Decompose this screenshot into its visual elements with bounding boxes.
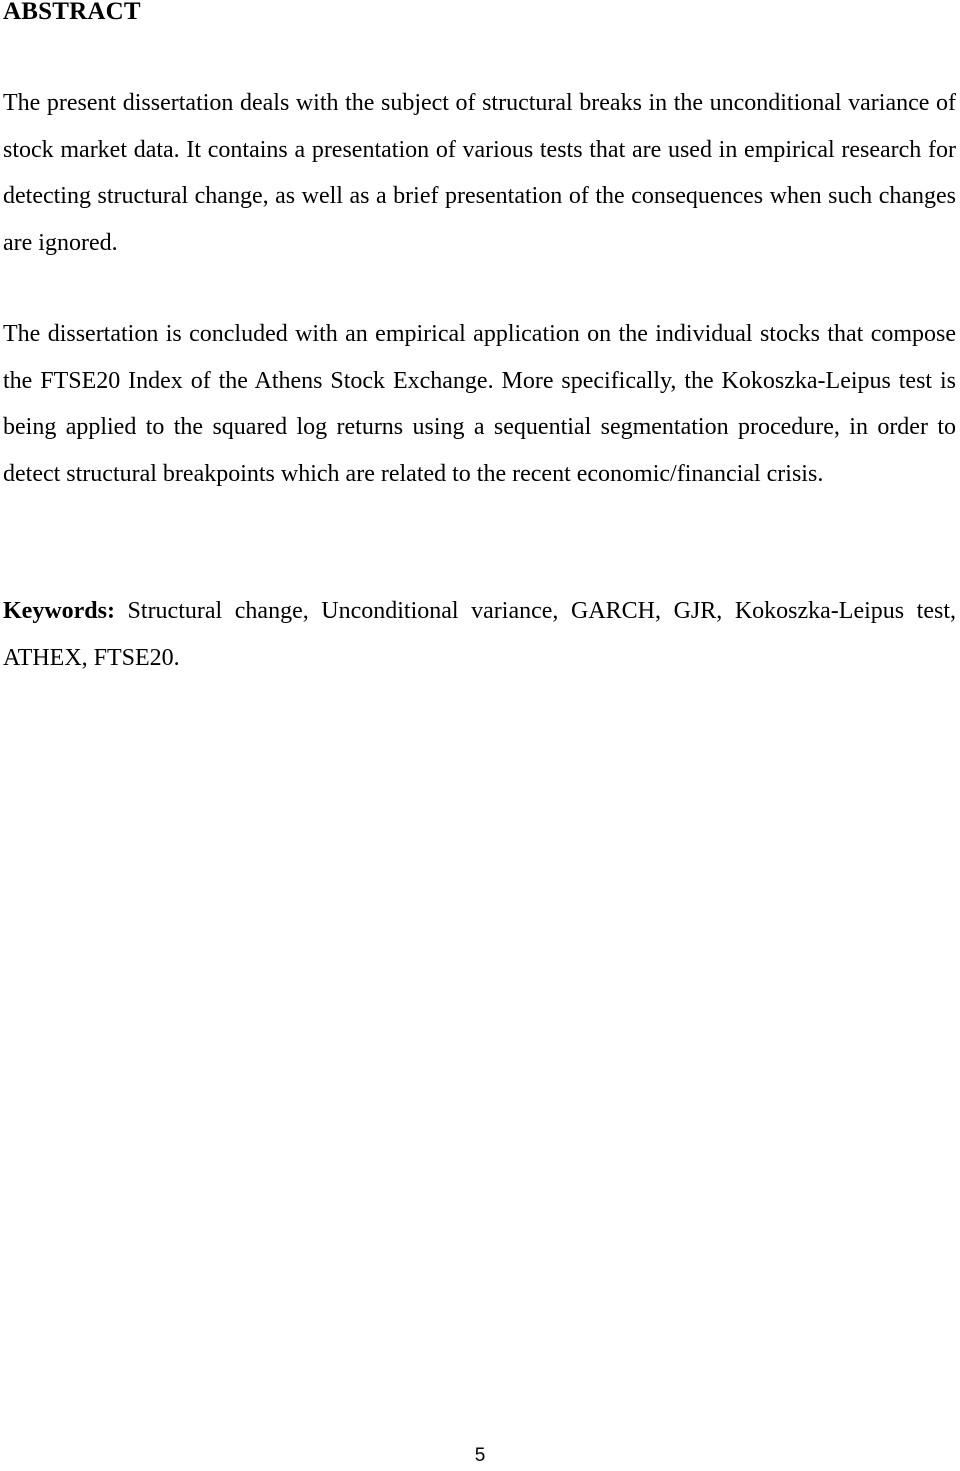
abstract-paragraph-1: The present dissertation deals with the subject of structural breaks in the unconditional variance of stock market data. It contains a presentation of various tests that are used in empirical research for detecting structural change, as well as a brief presentation of the consequences when such changes are ignored. bbox=[3, 90, 956, 256]
abstract-heading: ABSTRACT bbox=[3, 0, 141, 25]
keywords-list: Structural change, Unconditional variance, GARCH, GJR, Kokoszka-Leipus test, ATHEX, FTSE20. bbox=[3, 598, 956, 671]
keywords-label: Keywords: bbox=[3, 598, 115, 624]
page-number: 5 bbox=[474, 1445, 486, 1466]
abstract-paragraph-2: The dissertation is concluded with an empirical application on the individual stocks that compose the FTSE20 Index of the Athens Stock Exchange. More specifically, the Kokoszka-Leipus test is being applied to the squared log returns using a sequential segmentation procedure, in order to detect structural breakpoints which are related to the recent economic/financial crisis. bbox=[3, 321, 956, 487]
keywords-paragraph bbox=[3, 588, 956, 681]
